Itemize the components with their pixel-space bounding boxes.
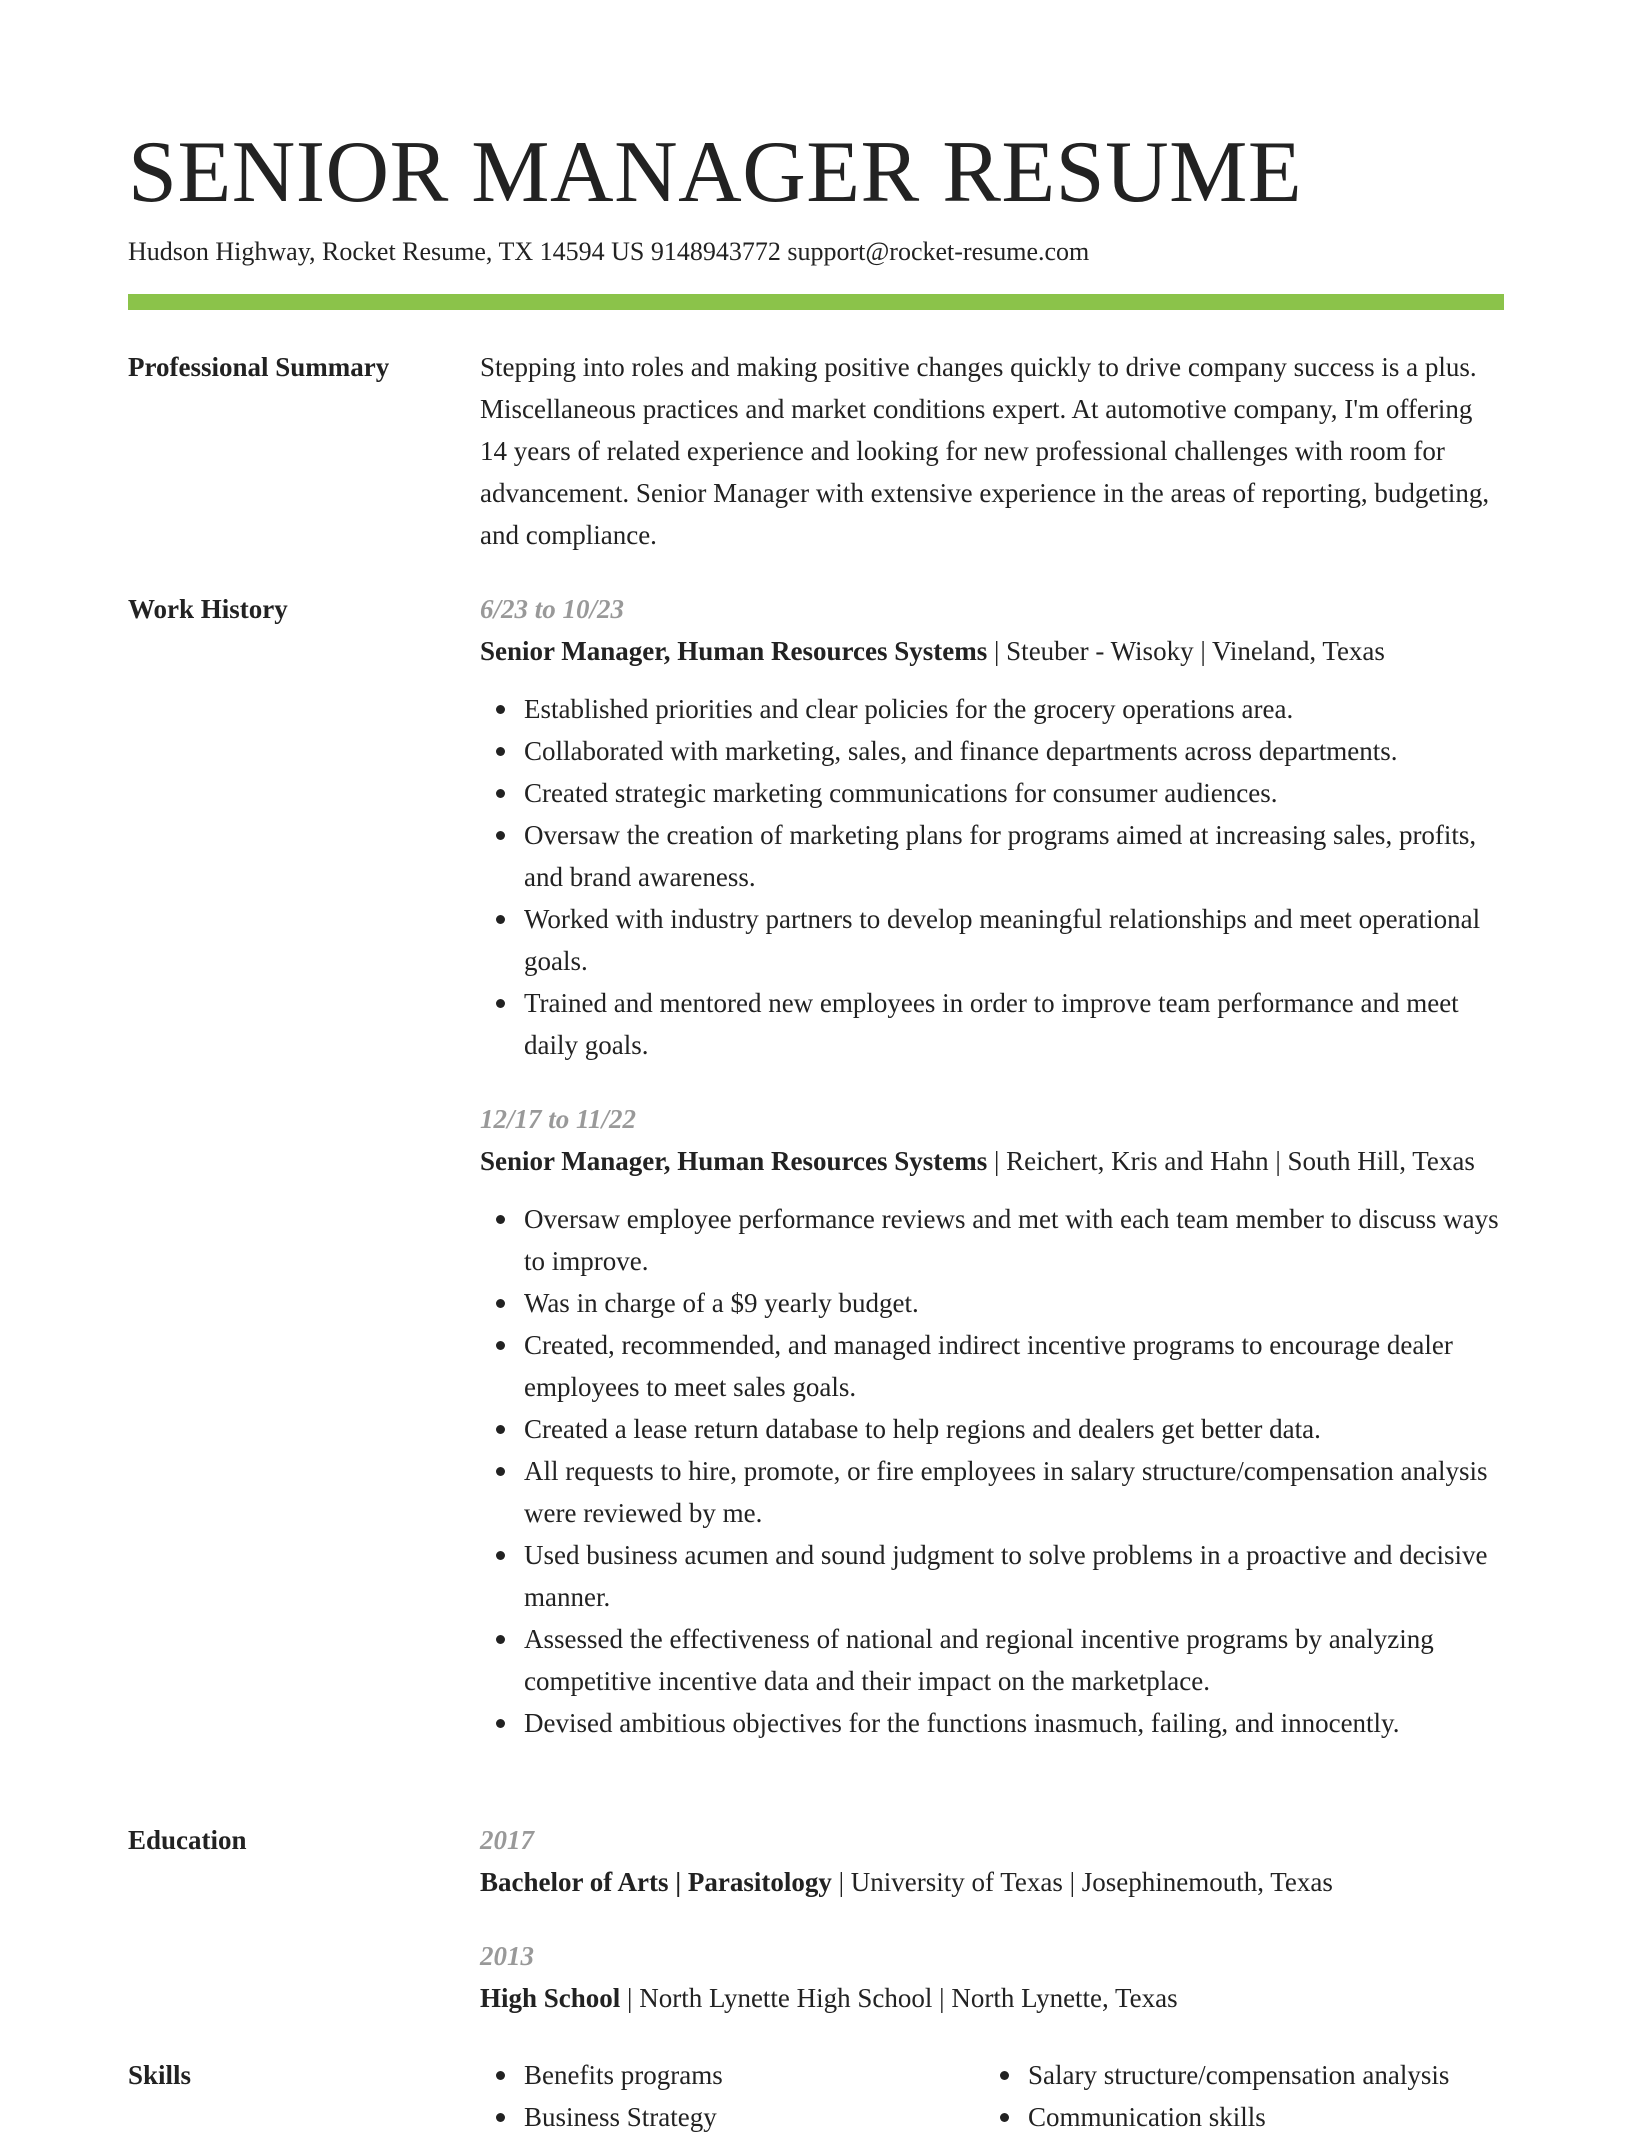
bullet-icon	[1000, 2113, 1009, 2122]
bullet-icon	[496, 915, 505, 924]
job-title: Senior Manager, Human Resources Systems	[480, 1146, 988, 1176]
education-line	[480, 1977, 1504, 2019]
list-item	[524, 1408, 1504, 1450]
job-details: | Reichert, Kris and Hahn | South Hill, Texas	[987, 1146, 1475, 1176]
section-label-education: Education	[128, 1825, 247, 1855]
list-item	[524, 772, 1504, 814]
bullet-icon	[496, 1719, 505, 1728]
skills-body	[480, 2054, 1504, 2138]
bullet-icon	[496, 2071, 505, 2080]
list-item	[524, 2096, 984, 2138]
list-item	[524, 2054, 984, 2096]
list-item	[524, 1618, 1504, 1702]
bullet-text: All requests to hire, promote, or fire employees in salary structure/compensation analysis were reviewed by me.	[524, 1456, 1488, 1528]
bullet-text: Created, recommended, and managed indirect incentive programs to encourage dealer employees to meet sales goals.	[524, 1330, 1453, 1402]
job-bullets	[480, 1198, 1504, 1744]
bullet-text: Established priorities and clear policies for the grocery operations area.	[524, 694, 1294, 724]
bullet-text: Created strategic marketing communications for consumer audiences.	[524, 778, 1278, 808]
bullet-icon	[496, 999, 505, 1008]
skills-list-right	[984, 2054, 1488, 2138]
education-entry	[480, 1935, 1504, 2019]
bullet-icon	[496, 1551, 505, 1560]
bullet-icon	[496, 1341, 505, 1350]
bullet-icon	[496, 1635, 505, 1644]
job-entry	[480, 1098, 1504, 1744]
resume-title: SENIOR MANAGER RESUME	[128, 124, 1303, 221]
education-details: | University of Texas | Josephinemouth, Texas	[831, 1867, 1333, 1897]
bullet-icon	[496, 1467, 505, 1476]
bullet-text: Used business acumen and sound judgment to solve problems in a proactive and decisive manner.	[524, 1540, 1488, 1612]
bullet-text: Trained and mentored new employees in order to improve team performance and meet daily goals.	[524, 988, 1459, 1060]
list-item	[524, 1198, 1504, 1282]
bullet-icon	[496, 2113, 505, 2122]
list-item	[524, 1450, 1504, 1534]
list-item	[524, 898, 1504, 982]
list-item	[524, 1282, 1504, 1324]
education-line	[480, 1861, 1504, 1903]
bullet-icon	[496, 1425, 505, 1434]
work-history-body	[480, 588, 1504, 1744]
skill-text: Benefits programs	[524, 2060, 723, 2090]
bullet-icon	[496, 831, 505, 840]
bullet-text: Oversaw the creation of marketing plans for programs aimed at increasing sales, profits, and brand awareness.	[524, 820, 1477, 892]
bullet-icon	[496, 1215, 505, 1224]
summary-body	[480, 346, 1504, 556]
bullet-text: Was in charge of a $9 yearly budget.	[524, 1288, 919, 1318]
job-role-line	[480, 1140, 1504, 1182]
list-item	[524, 1324, 1504, 1408]
bullet-text: Collaborated with marketing, sales, and finance departments across departments.	[524, 736, 1398, 766]
section-label-skills: Skills	[128, 2060, 192, 2090]
bullet-icon	[496, 789, 505, 798]
bullet-text: Worked with industry partners to develop meaningful relationships and meet operational goals.	[524, 904, 1481, 976]
education-year: 2013	[480, 1941, 534, 1971]
skills-list-left	[480, 2054, 984, 2138]
education-body	[480, 1819, 1504, 2019]
job-title: Senior Manager, Human Resources Systems	[480, 636, 988, 666]
list-item	[1028, 2096, 1488, 2138]
education-year: 2017	[480, 1825, 534, 1855]
skill-text: Communication skills	[1028, 2102, 1266, 2132]
skills-column-right	[984, 2054, 1488, 2138]
list-item	[524, 730, 1504, 772]
bullet-icon	[1000, 2071, 1009, 2080]
list-item	[524, 982, 1504, 1066]
list-item	[524, 1702, 1504, 1744]
bullet-text: Created a lease return database to help regions and dealers get better data.	[524, 1414, 1321, 1444]
job-dates: 12/17 to 11/22	[480, 1104, 637, 1134]
summary-text: Stepping into roles and making positive changes quickly to drive company success is a plus. Miscellaneous practices and market conditions expert. At automotive company, I'm offering 14 years of related experience and looking for new professional challenges with room for advancement. Senior Manager with extensive experience in the areas of reporting, budgeting, and compliance.	[480, 352, 1490, 550]
job-details: | Steuber - Wisoky | Vineland, Texas	[987, 636, 1385, 666]
job-bullets	[480, 688, 1504, 1066]
skill-text: Salary structure/compensation analysis	[1028, 2060, 1450, 2090]
bullet-icon	[496, 747, 505, 756]
list-item	[1028, 2054, 1488, 2096]
section-label-work-history: Work History	[128, 594, 288, 624]
job-role-line	[480, 630, 1504, 672]
bullet-icon	[496, 1299, 505, 1308]
contact-info: Hudson Highway, Rocket Resume, TX 14594 US 9148943772 support@rocket-resume.com	[128, 237, 1090, 266]
skill-text: Business Strategy	[524, 2102, 717, 2132]
education-details: | North Lynette High School | North Lynette, Texas	[620, 1983, 1178, 2013]
job-dates: 6/23 to 10/23	[480, 594, 625, 624]
education-degree: High School	[480, 1983, 621, 2013]
education-degree: Bachelor of Arts | Parasitology	[480, 1867, 832, 1897]
bullet-icon	[496, 705, 505, 714]
list-item	[524, 688, 1504, 730]
skills-column-left	[480, 2054, 984, 2138]
resume-header	[128, 118, 1504, 310]
list-item	[524, 1534, 1504, 1618]
education-entry	[480, 1819, 1504, 1903]
header-divider	[128, 294, 1504, 310]
job-entry	[480, 588, 1504, 1066]
bullet-text: Oversaw employee performance reviews and met with each team member to discuss ways to improve.	[524, 1204, 1499, 1276]
skills-columns	[480, 2054, 1504, 2138]
bullet-text: Devised ambitious objectives for the functions inasmuch, failing, and innocently.	[524, 1708, 1400, 1738]
list-item	[524, 814, 1504, 898]
section-label-summary: Professional Summary	[128, 352, 390, 382]
bullet-text: Assessed the effectiveness of national and regional incentive programs by analyzing competitive incentive data and their impact on the marketplace.	[524, 1624, 1434, 1696]
